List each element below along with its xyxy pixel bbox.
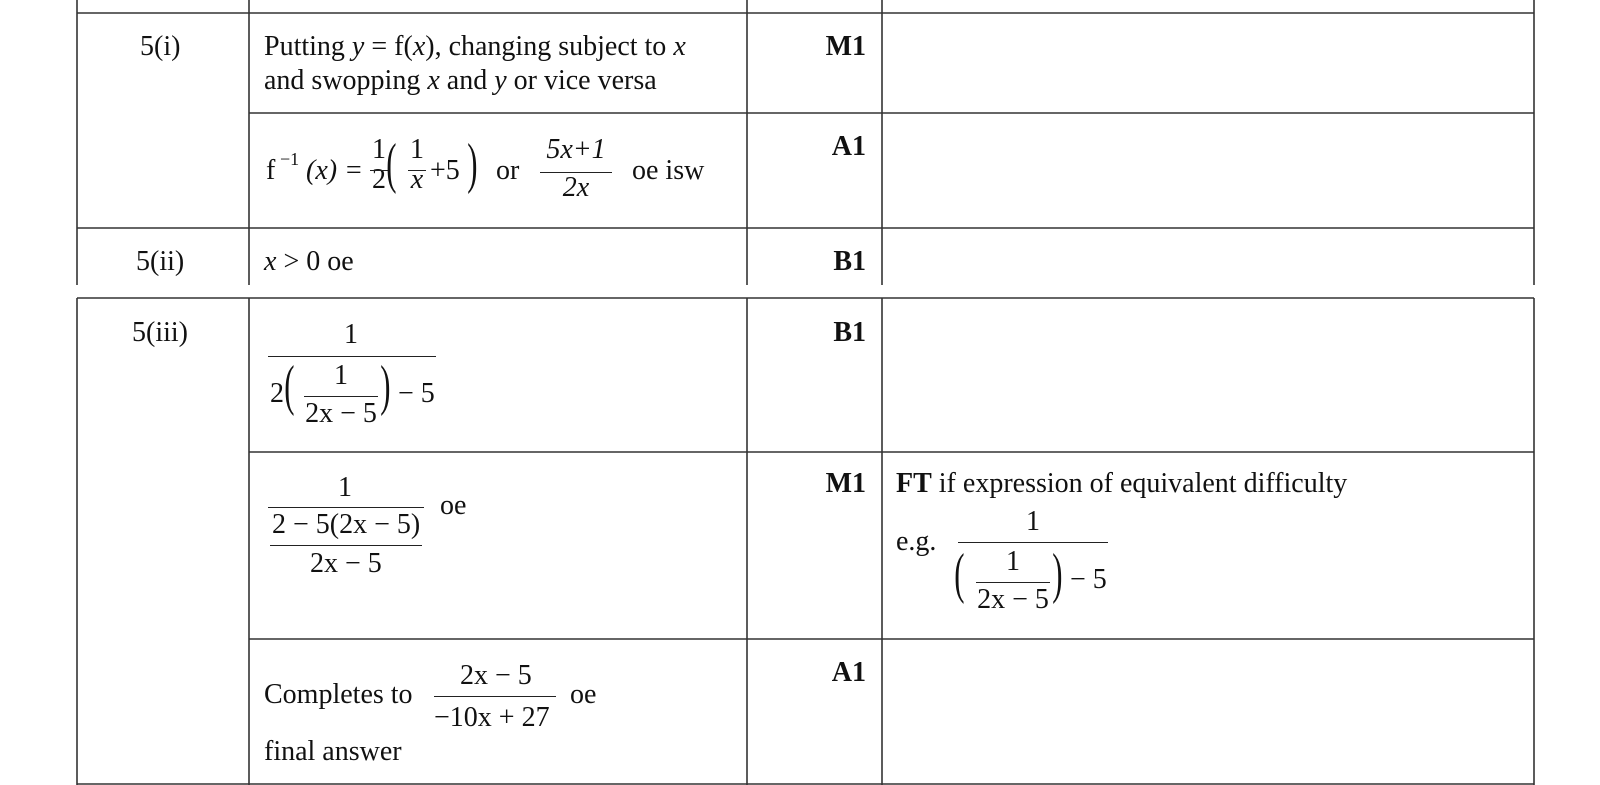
fraction-denominator: 2 [372,164,386,195]
middle-numerator: 2 − 5(2x − 5) [272,509,421,540]
middle-denominator: 2x − 5 [310,548,382,579]
answer-text-line2: and swopping x and y or vice versa [264,65,657,96]
top-numerator: 1 [338,472,352,503]
close-paren: ) [1052,543,1063,605]
alternative-fraction [538,134,614,204]
question-number: 5(ii) [136,246,185,277]
mark-label: B1 [833,246,866,277]
plus-five: +5 [430,155,460,186]
fraction-denominator: 2x − 5 [977,584,1049,615]
mark-label: A1 [831,657,866,688]
minus-five: − 5 [398,378,435,409]
inner-fraction [406,134,428,196]
superscript-minus-one: −1 [280,149,300,169]
fraction-bar [434,696,556,697]
inner-fraction [972,546,1054,616]
question-number: 5(iii) [132,317,188,348]
f-symbol: f [266,155,276,186]
fraction-bar [540,172,612,173]
main-fraction-bar [958,542,1108,543]
fraction-numerator: 1 [334,360,348,391]
answer-text-line1: Putting y = f(x), changing subject to x [264,31,686,62]
answer-suffix: oe [570,679,597,710]
fraction-numerator: 1 [372,134,386,165]
mark-label: M1 [825,31,866,62]
guidance-text [896,468,1347,500]
answer-text: x > 0 oe [264,246,354,277]
open-paren: ( [386,133,397,195]
fraction-numerator: 1 [410,134,424,165]
answer-suffix: oe isw [632,155,705,186]
coefficient: 2 [270,378,284,409]
main-fraction-bar [268,507,424,508]
answer-suffix: oe [440,490,467,521]
guidance-description: if expression of equivalent difficulty [931,468,1348,499]
inner-fraction [300,360,382,430]
mark-label: B1 [833,317,866,348]
lhs-argument: (x) = [306,155,363,186]
fraction-numerator: 1 [1006,546,1020,577]
inner-fraction-bar [270,545,422,546]
mark-label: A1 [831,131,866,162]
close-paren: ) [380,355,391,417]
completes-to-label: Completes to [264,679,413,710]
close-paren: ) [467,133,478,195]
minus-five: − 5 [1070,564,1107,595]
top-numerator: 1 [344,319,358,350]
fraction-denominator: 2x [562,172,590,203]
question-number: 5(i) [140,31,181,62]
fraction-denominator: x [410,164,424,195]
open-paren: ( [954,543,965,605]
fraction-bar [976,582,1050,583]
final-numerator: 2x − 5 [460,660,532,691]
fraction-denominator: 2x − 5 [305,398,377,429]
open-paren: ( [284,355,295,417]
fraction-bar [304,396,378,397]
final-denominator: −10x + 27 [434,702,550,733]
final-answer-label: final answer [264,736,402,767]
fraction-numerator: 5x+1 [546,134,606,165]
ft-label: FT [896,468,932,499]
example-label: e.g. [896,526,937,557]
fraction-bar [408,170,426,171]
or-word: or [496,155,520,186]
mark-label: M1 [825,468,866,499]
top-numerator: 1 [1026,506,1040,537]
